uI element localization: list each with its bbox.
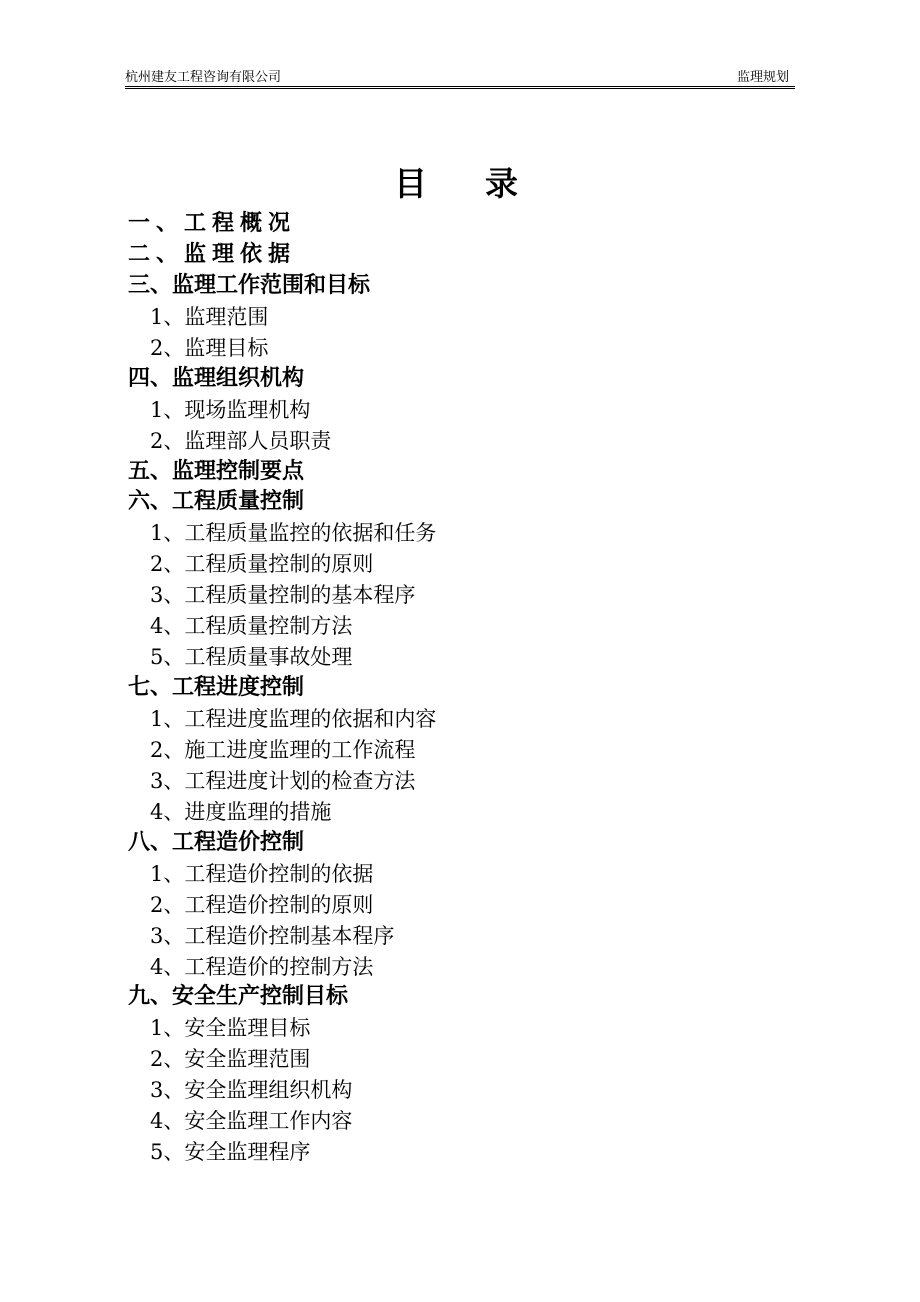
toc-subsection[interactable]: 1、工程进度监理的依据和内容 bbox=[150, 707, 437, 731]
toc-section[interactable]: 七、工程进度控制 bbox=[128, 675, 305, 701]
toc-section[interactable]: 一、工程概况 bbox=[128, 211, 297, 236]
toc-subsection[interactable]: 1、安全监理目标 bbox=[150, 1016, 311, 1041]
toc-subsection[interactable]: 1、现场监理机构 bbox=[150, 397, 311, 422]
toc-subsection[interactable]: 2、安全监理范围 bbox=[150, 1047, 311, 1072]
toc-section[interactable]: 八、工程造价控制 bbox=[128, 829, 305, 855]
toc-subsection[interactable]: 2、工程造价控制的原则 bbox=[150, 892, 374, 917]
page-header bbox=[125, 62, 795, 87]
toc-title: 目录 bbox=[394, 164, 576, 203]
document-type: 监理规划 bbox=[736, 70, 789, 85]
toc-subsection[interactable]: 4、工程造价的控制方法 bbox=[150, 954, 374, 979]
toc-section[interactable]: 五、监理控制要点 bbox=[128, 458, 305, 484]
toc-section[interactable]: 六、工程质量控制 bbox=[128, 489, 305, 515]
toc-subsection[interactable]: 1、监理范围 bbox=[150, 304, 269, 329]
toc-section[interactable]: 四、监理组织机构 bbox=[128, 365, 305, 391]
toc-section[interactable]: 二、监理依据 bbox=[128, 241, 297, 267]
toc-subsection[interactable]: 1、工程质量监控的依据和任务 bbox=[150, 521, 437, 546]
table-of-contents bbox=[128, 209, 436, 1168]
toc-subsection[interactable]: 5、安全监理程序 bbox=[150, 1140, 311, 1165]
toc-section[interactable]: 九、安全生产控制目标 bbox=[128, 984, 349, 1010]
toc-subsection[interactable]: 3、工程造价控制基本程序 bbox=[150, 923, 395, 948]
toc-subsection[interactable]: 2、施工进度监理的工作流程 bbox=[150, 737, 416, 762]
toc-subsection[interactable]: 3、工程进度计划的检查方法 bbox=[150, 768, 416, 793]
toc-subsection[interactable]: 4、工程质量控制方法 bbox=[150, 614, 353, 639]
toc-subsection[interactable]: 3、工程质量控制的基本程序 bbox=[150, 583, 416, 608]
toc-subsection[interactable]: 1、工程造价控制的依据 bbox=[150, 861, 374, 886]
toc-subsection[interactable]: 4、进度监理的措施 bbox=[150, 799, 332, 824]
toc-subsection[interactable]: 4、安全监理工作内容 bbox=[150, 1109, 353, 1134]
company-name: 杭州建友工程咨询有限公司 bbox=[125, 70, 282, 85]
toc-subsection[interactable]: 3、安全监理组织机构 bbox=[150, 1078, 353, 1103]
toc-subsection[interactable]: 5、工程质量事故处理 bbox=[150, 645, 353, 670]
toc-subsection[interactable]: 2、监理目标 bbox=[150, 335, 269, 360]
toc-subsection[interactable]: 2、监理部人员职责 bbox=[150, 428, 332, 453]
toc-subsection[interactable]: 2、工程质量控制的原则 bbox=[150, 552, 374, 577]
toc-section[interactable]: 三、监理工作范围和目标 bbox=[128, 272, 371, 298]
